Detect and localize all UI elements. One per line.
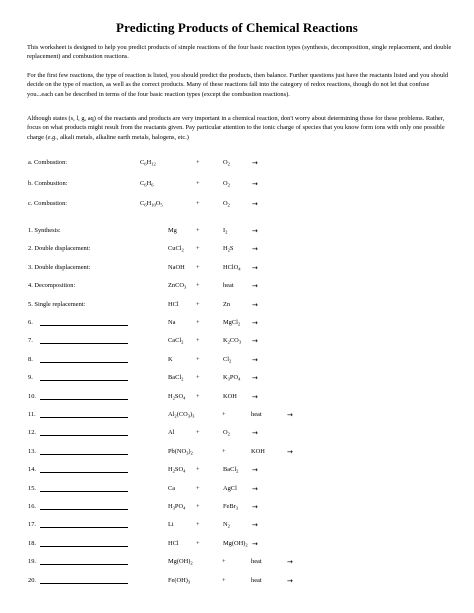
reaction-type-blank[interactable]	[40, 575, 128, 584]
reaction-row	[0, 483, 474, 495]
reactant-formula: FeBr$_3$	[223, 503, 239, 511]
reactant-formula: $H_2SO_4$	[168, 393, 186, 401]
reaction-label: 4. Decomposition:	[28, 282, 76, 289]
reactant-formula: $C_6H_{10}O_5$	[140, 200, 163, 208]
reaction-type-blank[interactable]	[40, 372, 128, 381]
reactant-formula: $Al_2(CO_3)_3$	[168, 411, 195, 419]
reaction-arrow-icon: →	[287, 448, 293, 456]
reaction-arrow-icon: →	[252, 337, 258, 345]
reactant-formula: Al	[168, 429, 175, 436]
reaction-label: 7.	[28, 337, 33, 344]
reaction-arrow-icon: →	[252, 356, 258, 364]
reaction-row	[0, 225, 474, 237]
reaction-label: 14.	[28, 466, 36, 473]
reactant-formula: $Mg(OH)_2$	[168, 558, 193, 566]
reaction-row	[0, 317, 474, 329]
reactant-formula: $O_2$	[223, 429, 230, 437]
reaction-label: 15.	[28, 485, 36, 492]
reactant-formula: BaCl$_2$	[168, 374, 184, 382]
reactant-formula: $N_2$	[223, 521, 230, 529]
plus-sign: +	[196, 264, 200, 271]
reaction-row	[0, 335, 474, 347]
plus-sign: +	[196, 503, 200, 510]
reactant-formula: Ca	[168, 485, 176, 492]
reactant-formula: HClO$_4$	[223, 264, 241, 272]
reactant-formula: $Cl_2$	[223, 356, 232, 364]
reaction-label: 8.	[28, 356, 33, 363]
reaction-type-blank[interactable]	[40, 317, 128, 326]
reaction-label: c. Combustion:	[28, 200, 68, 207]
reaction-row	[0, 243, 474, 255]
reaction-type-blank[interactable]	[40, 556, 128, 565]
reaction-arrow-icon: →	[252, 159, 258, 167]
reaction-type-blank[interactable]	[40, 446, 128, 455]
intro-paragraph-1: This worksheet is designed to help you predict products of simple reactions of the four basic reaction types (synthesis, decomposition, single replacement, and double replacement) and combustion reactions.	[27, 44, 452, 61]
reaction-label: 17.	[28, 521, 36, 528]
reactant-formula: $O_2$	[223, 200, 230, 208]
reactant-formula: Zn	[223, 301, 231, 308]
combustion-row	[0, 198, 474, 210]
reaction-arrow-icon: →	[252, 485, 258, 493]
reaction-label: 18.	[28, 540, 36, 547]
reactant-formula: KOH	[223, 393, 237, 400]
reactant-formula: HCl	[168, 540, 179, 547]
reaction-label: 6.	[28, 319, 33, 326]
reaction-row	[0, 427, 474, 439]
reactant-formula: $Fe(OH)_3$	[168, 577, 191, 585]
reaction-row	[0, 538, 474, 550]
plus-sign: +	[196, 337, 200, 344]
reaction-type-blank[interactable]	[40, 409, 128, 418]
reactant-formula: NaOH	[168, 264, 185, 271]
intro-paragraph-2: For the first few reactions, the type of reaction is listed, you should predict the products, then balance. Further questions just have the reactants listed and you should decide on the type of reaction, as well as the correct products. Many of these reactions fall into the category of redox reactions, though do not let that confuse you...each can be described in terms of the four basic reaction types (except the combustion reactions).	[27, 72, 449, 98]
plus-sign: +	[196, 245, 200, 252]
plus-sign: +	[222, 411, 226, 418]
reaction-type-blank[interactable]	[40, 483, 128, 492]
combustion-row	[0, 178, 474, 190]
reaction-label: 9.	[28, 374, 33, 381]
reaction-row	[0, 446, 474, 458]
plus-sign: +	[222, 558, 226, 565]
reaction-label: a. Combustion:	[28, 159, 68, 166]
reactant-formula: $Pb(NO_3)_2$	[168, 448, 193, 456]
reaction-label: 19.	[28, 558, 36, 565]
reaction-type-blank[interactable]	[40, 501, 128, 510]
reaction-label: 11.	[28, 411, 36, 418]
plus-sign: +	[196, 200, 200, 207]
reaction-arrow-icon: →	[287, 411, 293, 419]
reaction-type-blank[interactable]	[40, 391, 128, 400]
plus-sign: +	[196, 301, 200, 308]
reaction-label: 13.	[28, 448, 36, 455]
reaction-type-blank[interactable]	[40, 538, 128, 547]
reactant-formula: K	[168, 356, 173, 363]
reactant-formula: Mg	[168, 227, 177, 234]
plus-sign: +	[222, 448, 226, 455]
reaction-arrow-icon: →	[252, 245, 258, 253]
reactant-formula: $C_6H_6$	[140, 180, 154, 188]
reaction-row	[0, 575, 474, 587]
reaction-label: 5. Single replacement:	[28, 301, 86, 308]
reaction-arrow-icon: →	[252, 393, 258, 401]
reaction-arrow-icon: →	[252, 429, 258, 437]
reactant-formula: heat	[251, 411, 262, 418]
reaction-row	[0, 262, 474, 274]
reactant-formula: $Mg(OH)_2$	[223, 540, 248, 548]
reaction-row	[0, 391, 474, 403]
plus-sign: +	[196, 319, 200, 326]
page-title: Predicting Products of Chemical Reactions	[116, 20, 358, 35]
reaction-arrow-icon: →	[252, 180, 258, 188]
reaction-arrow-icon: →	[252, 540, 258, 548]
reaction-label: b. Combustion:	[28, 180, 68, 187]
reactant-formula: BaCl$_2$	[223, 466, 239, 474]
reactant-formula: heat	[223, 282, 234, 289]
reaction-label: 12.	[28, 429, 36, 436]
reaction-arrow-icon: →	[252, 264, 258, 272]
reaction-row	[0, 299, 474, 311]
reaction-arrow-icon: →	[252, 227, 258, 235]
reaction-arrow-icon: →	[252, 319, 258, 327]
reaction-row	[0, 372, 474, 384]
reactant-formula: AgCl	[223, 485, 237, 492]
reaction-label: 3. Double displacement:	[28, 264, 91, 271]
reactant-formula: $K_2CO_3$	[223, 337, 242, 345]
reaction-label: 1. Synthesis:	[28, 227, 61, 234]
reaction-row	[0, 464, 474, 476]
reaction-arrow-icon: →	[252, 466, 258, 474]
reactant-formula: KOH	[251, 448, 265, 455]
reactant-formula: $C_6H_{12}$	[140, 159, 156, 167]
plus-sign: +	[196, 466, 200, 473]
plus-sign: +	[196, 227, 200, 234]
reactant-formula: $K_3PO_4$	[223, 374, 241, 382]
reactant-formula: Na	[168, 319, 176, 326]
intro-paragraph-3: Although states (s, l, g, aq) of the reactants and products are very important in a chemical reaction, don't worry about determining those for these problems. Rather, focus on what products might result from the reactants given. Pay particular attention to the ionic charge of species that you know form ions with only one possible charge (e.g., alkali metals, alkaline earth metals, halogens, etc.)	[27, 115, 445, 141]
plus-sign: +	[222, 577, 226, 584]
plus-sign: +	[196, 429, 200, 436]
reaction-arrow-icon: →	[252, 503, 258, 511]
reactant-formula: heat	[251, 558, 262, 565]
reactant-formula: MgCl$_2$	[223, 319, 241, 327]
reaction-row	[0, 280, 474, 292]
plus-sign: +	[196, 180, 200, 187]
reaction-arrow-icon: →	[252, 521, 258, 529]
reaction-arrow-icon: →	[252, 301, 258, 309]
reaction-type-blank[interactable]	[40, 335, 128, 344]
combustion-row	[0, 157, 474, 169]
plus-sign: +	[196, 393, 200, 400]
reaction-type-blank[interactable]	[40, 427, 128, 436]
reaction-row	[0, 501, 474, 513]
reactant-formula: HCl	[168, 301, 179, 308]
reactant-formula: $O_2$	[223, 159, 230, 167]
reactant-formula: Li	[168, 521, 174, 528]
reaction-arrow-icon: →	[252, 200, 258, 208]
reaction-label: 2. Double displacement:	[28, 245, 91, 252]
reaction-arrow-icon: →	[252, 374, 258, 382]
reactant-formula: $H_2SO_4$	[168, 466, 186, 474]
reaction-label: 16.	[28, 503, 36, 510]
reaction-row	[0, 556, 474, 568]
reactant-formula: $O_2$	[223, 180, 230, 188]
plus-sign: +	[196, 485, 200, 492]
plus-sign: +	[196, 282, 200, 289]
reactant-formula: CaCl$_2$	[168, 337, 184, 345]
reaction-row	[0, 409, 474, 421]
plus-sign: +	[196, 540, 200, 547]
reactant-formula: CuCl$_2$	[168, 245, 184, 253]
reaction-arrow-icon: →	[287, 577, 293, 585]
plus-sign: +	[196, 374, 200, 381]
plus-sign: +	[196, 521, 200, 528]
reactant-formula: $I_2$	[223, 227, 228, 235]
reaction-label: 20.	[28, 577, 36, 584]
reaction-row	[0, 354, 474, 366]
reaction-type-blank[interactable]	[40, 464, 128, 473]
reaction-row	[0, 519, 474, 531]
reaction-type-blank[interactable]	[40, 519, 128, 528]
reaction-type-blank[interactable]	[40, 354, 128, 363]
reactant-formula: heat	[251, 577, 262, 584]
plus-sign: +	[196, 159, 200, 166]
reactant-formula: $H_3PO_4$	[168, 503, 186, 511]
reactant-formula: $H_2S$	[223, 245, 234, 253]
plus-sign: +	[196, 356, 200, 363]
reaction-arrow-icon: →	[287, 558, 293, 566]
reactant-formula: ZnCO$_3$	[168, 282, 187, 290]
reaction-label: 10.	[28, 393, 36, 400]
reaction-arrow-icon: →	[252, 282, 258, 290]
